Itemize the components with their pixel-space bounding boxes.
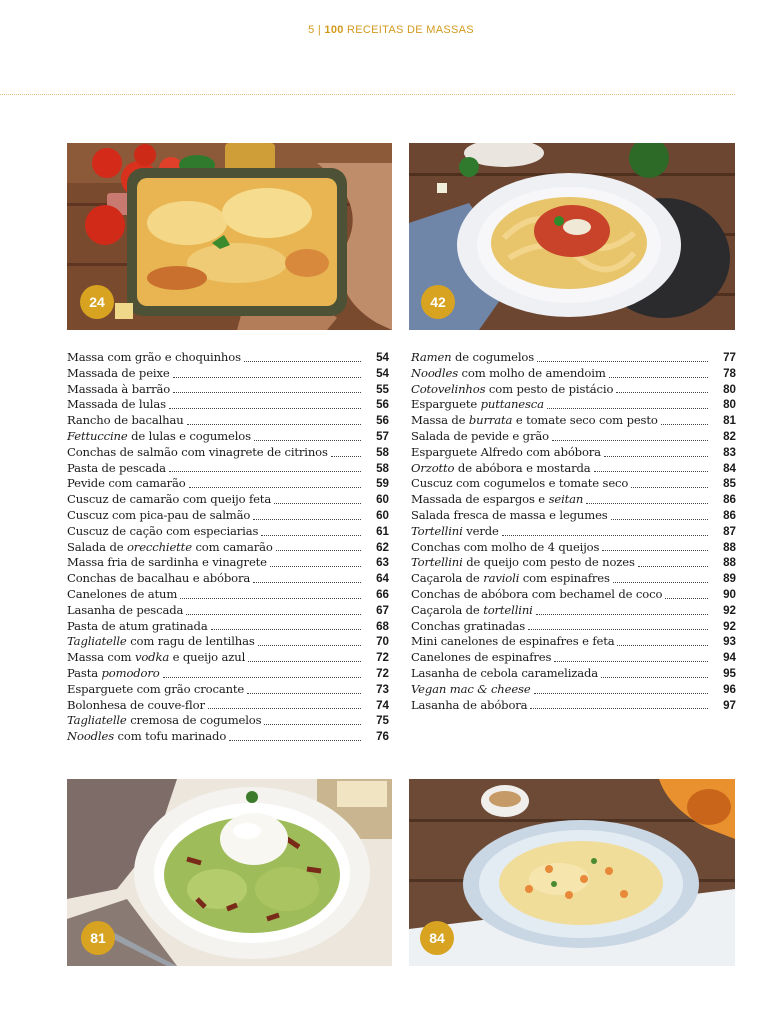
toc-page-number: 81 (723, 414, 736, 428)
toc-page-number: 83 (723, 445, 736, 459)
toc-entry (67, 524, 389, 540)
toc-entry-title: Cuscuz de camarão com queijo feta (67, 492, 272, 507)
toc-entry (411, 698, 736, 714)
toc-entry-title: Rancho de bacalhau (67, 413, 184, 428)
toc-leader-dots (248, 660, 361, 662)
toc-entry (67, 619, 389, 635)
toc-entry (411, 524, 736, 540)
toc-leader-dots (247, 692, 361, 694)
toc-leader-dots (331, 455, 361, 457)
toc-leader-dots (229, 739, 361, 741)
toc-page-number: 86 (723, 508, 736, 522)
toc-entry (411, 476, 736, 492)
toc-page-number: 59 (376, 477, 389, 491)
toc-leader-dots (208, 707, 361, 709)
toc-page-number: 62 (376, 540, 389, 554)
toc-entry-title: Tortellini de queijo com pesto de nozes (411, 555, 635, 570)
toc-entry (411, 413, 736, 429)
toc-entry-title: Fettuccine de lulas e cogumelos (67, 428, 251, 443)
toc-entry (411, 555, 736, 571)
toc-page-number: 88 (723, 540, 736, 554)
toc-entry-title: Cuscuz com pica-pau de salmão (67, 507, 251, 522)
photo-lasagna (67, 143, 392, 330)
toc-leader-dots (189, 486, 361, 488)
toc-entry (67, 508, 389, 524)
toc-entry (411, 540, 736, 556)
toc-entry-title: Lasanha de abóbora (411, 697, 528, 712)
toc-page-number: 61 (376, 524, 389, 538)
toc-entry (411, 650, 736, 666)
toc-page-number: 60 (376, 493, 389, 507)
toc-entry-title: Massa de burrata e tomate seco com pesto (411, 413, 658, 428)
toc-entry-title: Pasta de atum gratinada (67, 618, 208, 633)
toc-entry (67, 382, 389, 398)
toc-entry-title: Pevide com camarão (67, 476, 186, 491)
toc-entry-title: Salada fresca de massa e legumes (411, 507, 608, 522)
toc-leader-dots (554, 660, 708, 662)
toc-entry-title: Cuscuz com cogumelos e tomate seco (411, 476, 629, 491)
toc-list-right (411, 350, 736, 713)
toc-page-number: 55 (376, 382, 389, 396)
toc-entry-title: Massada de espargos e seitan (411, 492, 584, 507)
toc-entry-title: Massada à barrão (67, 381, 171, 396)
toc-leader-dots (253, 581, 361, 583)
toc-leader-dots (617, 644, 708, 646)
toc-leader-dots (602, 549, 708, 551)
toc-leader-dots (536, 613, 708, 615)
toc-page-number: 93 (723, 635, 736, 649)
toc-leader-dots (253, 518, 361, 520)
toc-entry-title: Bolonhesa de couve-flor (67, 697, 205, 712)
toc-leader-dots (276, 549, 361, 551)
toc-entry-title: Noodles com molho de amendoim (411, 365, 606, 380)
toc-page-number: 72 (376, 651, 389, 665)
toc-entry (67, 492, 389, 508)
toc-page-number: 63 (376, 556, 389, 570)
toc-entry-title: Esparguete com grão crocante (67, 681, 245, 696)
toc-entry-title: Conchas com molho de 4 queijos (411, 539, 600, 554)
toc-page-number: 95 (723, 666, 736, 680)
toc-page-number: 66 (376, 587, 389, 601)
toc-entry-title: Pasta de pescada (67, 460, 166, 475)
toc-page-number: 64 (376, 572, 389, 586)
toc-entry (67, 603, 389, 619)
toc-page-number: 85 (723, 477, 736, 491)
toc-entry-title: Massa fria de sardinha e vinagrete (67, 555, 267, 570)
toc-leader-dots (186, 613, 361, 615)
toc-leader-dots (163, 676, 361, 678)
toc-page-number: 72 (376, 666, 389, 680)
toc-entry (67, 634, 389, 650)
toc-page-number: 94 (723, 651, 736, 665)
toc-entry (411, 350, 736, 366)
toc-leader-dots (258, 644, 361, 646)
toc-entry-title: Noodles com tofu marinado (67, 729, 227, 744)
toc-entry (411, 634, 736, 650)
toc-entry (67, 476, 389, 492)
toc-entry-title: Massa com grão e choquinhos (67, 350, 241, 364)
toc-leader-dots (180, 597, 361, 599)
toc-page-number: 58 (376, 461, 389, 475)
toc-entry (67, 555, 389, 571)
toc-leader-dots (173, 391, 361, 393)
toc-entry (411, 619, 736, 635)
toc-page-number: 76 (376, 730, 389, 744)
page-badge: 24 (80, 285, 114, 319)
toc-page-number: 80 (723, 398, 736, 412)
toc-leader-dots (528, 628, 708, 630)
toc-page-number: 67 (376, 603, 389, 617)
toc-leader-dots (530, 707, 708, 709)
toc-page-number: 96 (723, 682, 736, 696)
toc-leader-dots (665, 597, 708, 599)
toc-entry (67, 461, 389, 477)
toc-leader-dots (586, 502, 708, 504)
toc-page-number: 68 (376, 619, 389, 633)
toc-entry-title: Pasta pomodoro (67, 665, 160, 680)
photo-orzotto (409, 779, 735, 966)
toc-leader-dots (173, 376, 361, 378)
toc-entry-title: Massa com vodka e queijo azul (67, 650, 246, 665)
toc-entry (67, 698, 389, 714)
toc-entry (67, 540, 389, 556)
toc-entry-title: Cotovelinhos com pesto de pistácio (411, 381, 614, 396)
header-book-number: 100 (324, 24, 344, 36)
toc-entry-title: Orzotto de abóbora e mostarda (411, 460, 591, 475)
toc-leader-dots (534, 692, 708, 694)
toc-entry (67, 587, 389, 603)
photo-orecchiette (67, 779, 392, 966)
toc-entry-title: Esparguete puttanesca (411, 397, 544, 412)
toc-leader-dots (552, 439, 708, 441)
toc-entry (411, 492, 736, 508)
toc-leader-dots (261, 534, 361, 536)
toc-entry (67, 366, 389, 382)
toc-entry-title: Conchas de bacalhau e abóbora (67, 571, 251, 586)
toc-leader-dots (211, 628, 361, 630)
toc-entry-title: Caçarola de ravioli com espinafres (411, 571, 610, 586)
page-badge: 42 (421, 285, 455, 319)
toc-entry-title: Tortellini verde (411, 523, 499, 538)
toc-list-left (67, 350, 389, 745)
toc-page-number: 73 (376, 682, 389, 696)
toc-leader-dots (274, 502, 361, 504)
toc-entry-title: Ramen de cogumelos (411, 350, 535, 364)
toc-entry-title: Lasanha de cebola caramelizada (411, 665, 599, 680)
toc-page-number: 80 (723, 382, 736, 396)
toc-entry-title: Cuscuz de cação com especiarias (67, 523, 259, 538)
toc-entry (67, 650, 389, 666)
toc-leader-dots (547, 407, 708, 409)
toc-leader-dots (631, 486, 708, 488)
toc-page-number: 86 (723, 493, 736, 507)
toc-entry (411, 397, 736, 413)
toc-leader-dots (537, 360, 708, 362)
toc-page-number: 89 (723, 572, 736, 586)
toc-entry (411, 682, 736, 698)
header-separator: | (317, 24, 322, 36)
header-page-number: 5 (308, 24, 315, 36)
toc-entry (67, 429, 389, 445)
toc-leader-dots (502, 534, 708, 536)
toc-entry (67, 682, 389, 698)
toc-page-number: 84 (723, 461, 736, 475)
toc-entry-title: Canelones de atum (67, 586, 178, 601)
toc-leader-dots (254, 439, 361, 441)
toc-page-number: 90 (723, 587, 736, 601)
toc-leader-dots (169, 470, 361, 472)
toc-entry (67, 713, 389, 729)
page-badge: 81 (81, 921, 115, 955)
toc-leader-dots (264, 723, 361, 725)
toc-leader-dots (594, 470, 708, 472)
toc-entry (411, 508, 736, 524)
toc-entry-title: Conchas de salmão com vinagrete de citrinos (67, 444, 328, 459)
toc-entry-title: Mini canelones de espinafres e feta (411, 634, 615, 649)
toc-entry-title: Esparguete Alfredo com abóbora (411, 444, 601, 459)
toc-leader-dots (611, 518, 708, 520)
toc-entry (411, 429, 736, 445)
toc-page-number: 74 (376, 698, 389, 712)
toc-page-number: 97 (723, 698, 736, 712)
toc-page-number: 82 (723, 429, 736, 443)
toc-entry-title: Lasanha de pescada (67, 602, 184, 617)
toc-entry (411, 587, 736, 603)
toc-page-number: 92 (723, 619, 736, 633)
toc-entry-title: Salada de pevide e grão (411, 428, 549, 443)
toc-entry-title: Conchas gratinadas (411, 618, 526, 633)
toc-entry (411, 603, 736, 619)
toc-entry-title: Massada de peixe (67, 365, 170, 380)
toc-entry (411, 366, 736, 382)
toc-entry-title: Tagliatelle cremosa de cogumelos (67, 713, 262, 728)
toc-entry-title: Massada de lulas (67, 397, 166, 412)
toc-entry (411, 382, 736, 398)
toc-page-number: 56 (376, 398, 389, 412)
toc-page-number: 58 (376, 445, 389, 459)
toc-entry (67, 666, 389, 682)
toc-leader-dots (244, 360, 361, 362)
toc-page-number: 70 (376, 635, 389, 649)
toc-page-number: 88 (723, 556, 736, 570)
toc-page-number: 60 (376, 508, 389, 522)
toc-entry (67, 729, 389, 745)
toc-entry-title: Canelones de espinafres (411, 650, 552, 665)
toc-leader-dots (609, 376, 708, 378)
toc-leader-dots (270, 565, 361, 567)
toc-page-number: 75 (376, 714, 389, 728)
toc-leader-dots (613, 581, 708, 583)
toc-entry-title: Salada de orecchiette com camarão (67, 539, 273, 554)
toc-entry-title: Tagliatelle com ragu de lentilhas (67, 634, 255, 649)
running-header (0, 24, 782, 36)
header-book-title: RECEITAS DE MASSAS (347, 24, 474, 36)
toc-entry (67, 397, 389, 413)
toc-page-number: 56 (376, 414, 389, 428)
toc-entry (67, 350, 389, 366)
toc-entry (67, 571, 389, 587)
toc-leader-dots (616, 391, 708, 393)
toc-entry (411, 571, 736, 587)
toc-page-number: 92 (723, 603, 736, 617)
toc-page-number: 54 (376, 351, 389, 364)
page-badge: 84 (420, 921, 454, 955)
toc-entry-title: Vegan mac & cheese (411, 681, 531, 696)
toc-leader-dots (187, 423, 361, 425)
toc-entry-title: Conchas de abóbora com bechamel de coco (411, 586, 663, 601)
toc-leader-dots (638, 565, 708, 567)
photo-tagliatelle (409, 143, 735, 330)
toc-leader-dots (604, 455, 708, 457)
toc-entry (411, 666, 736, 682)
toc-entry (67, 413, 389, 429)
toc-leader-dots (661, 423, 708, 425)
toc-entry (411, 461, 736, 477)
toc-page-number: 87 (723, 524, 736, 538)
toc-leader-dots (169, 407, 361, 409)
toc-page-number: 78 (723, 366, 736, 380)
header-divider (0, 94, 735, 95)
toc-entry (67, 445, 389, 461)
toc-page-number: 54 (376, 366, 389, 380)
toc-page-number: 77 (723, 351, 736, 364)
toc-entry (411, 445, 736, 461)
toc-leader-dots (601, 676, 708, 678)
toc-entry-title: Caçarola de tortellini (411, 602, 533, 617)
toc-page-number: 57 (376, 429, 389, 443)
